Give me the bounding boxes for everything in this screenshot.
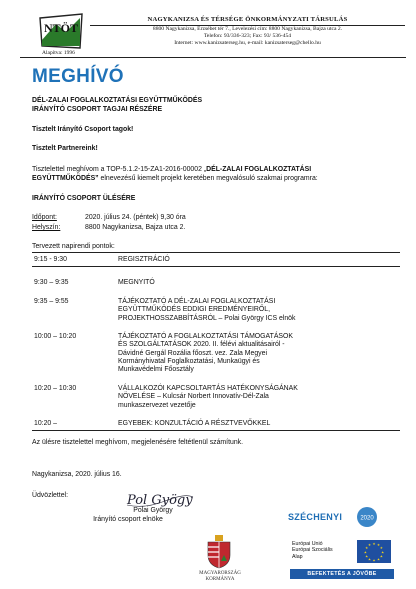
founded-text: Alapítva: 1996	[42, 50, 75, 56]
meeting-title: IRÁNYÍTÓ CSOPORT ÜLÉSÉRE	[32, 195, 136, 202]
government-line: KORMÁNYA	[205, 577, 235, 582]
subtitle-1: DÉL-ZALAI FOGLALKOZTATÁSI EGYÜTTMŰKÖDÉS	[32, 97, 203, 104]
greeting-2: Tisztelt Partnereink!	[32, 145, 98, 152]
agenda-line: NÖVELÉSE – Kulcsár Norbert Innovatív-Dél-Zala	[118, 393, 269, 401]
agenda-time: 10:20 – 10:30	[34, 385, 77, 392]
svg-text:★: ★	[365, 554, 369, 559]
regards-text: Üdvözlettel:	[32, 492, 69, 499]
agenda-rule-top	[32, 252, 400, 253]
organization-logo	[36, 10, 86, 52]
svg-text:2020: 2020	[360, 515, 374, 522]
svg-text:★: ★	[372, 558, 376, 563]
agenda-time: 9:35 – 9:55	[34, 298, 69, 305]
agenda-line: TÁJÉKOZTATÓ A DÉL-ZALAI FOGLALKOZTATÁSI	[118, 298, 276, 305]
agenda-rule	[32, 266, 400, 267]
date-label: Időpont:	[32, 214, 57, 221]
svg-text:★: ★	[367, 543, 372, 548]
svg-text:NTÖT: NTÖT	[43, 21, 79, 35]
page-title: MEGHÍVÓ	[32, 66, 124, 87]
agenda-item-text	[118, 298, 378, 323]
agenda-line: Munkavédelmi Főosztály	[118, 366, 194, 374]
agenda-item-text	[118, 333, 378, 374]
org-phone: Telefon: 93/336-323; Fax: 93/ 536-454	[203, 33, 292, 39]
signer-name: Polai György	[133, 507, 173, 514]
invite-line-2	[32, 175, 402, 183]
svg-text:★: ★	[367, 557, 372, 562]
svg-text:★: ★	[379, 554, 383, 559]
agenda-time: 9:15 - 9:30	[34, 256, 67, 263]
agenda-line: Kormányhivatal Foglalkoztatási, Munkaügyi és	[118, 357, 260, 365]
org-internet: Internet: www.kanizsaterseg.hu, e-mail: kanizsaterseg@chello.hu	[174, 40, 321, 46]
svg-text:★: ★	[376, 557, 381, 562]
org-address: 8800 Nagykanizsa, Erzsébet tér 7., Levelezési cím: 8800 Nagykanizsa, Bajza utca 2.	[152, 26, 343, 32]
place-value: 8800 Nagykanizsa, Bajza utca 2.	[85, 224, 186, 231]
agenda-line: munkaszervezet vezetője	[118, 401, 196, 409]
agenda-item-text: MEGNYITÓ	[118, 279, 155, 286]
szechenyi-2020-icon	[356, 506, 378, 528]
header-divider	[20, 57, 406, 58]
greeting-1: Tisztelt Irányító Csoport tagok!	[32, 126, 134, 133]
invite-text-2b: elnevezésű kiemelt projekt keretében megvalósuló szakmai programra:	[98, 175, 318, 182]
svg-text:★: ★	[381, 550, 385, 555]
agenda-item-text: EGYEBEK: KONZULTÁCIÓ A RÉSZTVEVŐKKEL	[118, 420, 271, 427]
agenda-time: 10:00 – 10:20	[34, 333, 77, 340]
org-name: NAGYKANIZSA ÉS TÉRSÉGE ÖNKORMÁNYZATI TÁRSULÁS	[147, 16, 348, 23]
agenda-item-text	[118, 385, 378, 410]
eu-line: Európai Unió	[292, 541, 323, 547]
agenda-line: VÁLLALKOZÓI KAPCSOLTARTÁS HATÉKONYSÁGÁNAK	[118, 385, 298, 392]
svg-text:Pol Gyögy: Pol Gyögy	[127, 493, 193, 508]
invite-text-1a: Tisztelettel meghívom a TOP-5.1.2-15-ZA1-2016-00002 „	[32, 166, 207, 173]
invite-line-1	[32, 166, 402, 174]
szechenyi-logo-text: SZÉCHENYI	[288, 512, 343, 522]
agenda-line: ÉS SZOLGÁLTATÁSOK 2020. II. félévi aktualitásairól -	[118, 341, 285, 349]
agenda-line: TÁJÉKOZTATÓ A FOGLALKOZTATÁSI TÁMOGATÁSOK	[118, 333, 293, 340]
place-label: Helyszín:	[32, 224, 61, 231]
subtitle-2: IRÁNYÍTÓ CSOPORT TAGJAI RÉSZÉRE	[32, 106, 163, 113]
invite-text-1b: DÉL-ZALAI FOGLALKOZTATÁSI	[206, 166, 312, 173]
befektetes-banner: BEFEKTETÉS A JÖVŐBE	[290, 569, 394, 579]
svg-text:★: ★	[363, 550, 367, 555]
hungary-crest-icon	[205, 535, 233, 569]
eu-flag-icon	[357, 540, 391, 563]
closing-text: Az ülésre tisztelettel meghívom, megjelenésére feltétlenül számítunk.	[32, 439, 244, 446]
agenda-line: Dávidné Gergál Rozália főoszt. vez. Zala Megyei	[118, 349, 267, 357]
svg-text:★: ★	[372, 542, 376, 546]
date-value: 2020. július 24. (péntek) 9,30 óra	[85, 214, 186, 221]
svg-text:★: ★	[379, 546, 383, 551]
agenda-heading: Tervezett napirendi pontok:	[32, 243, 115, 250]
invite-text-2a: EGYÜTTMŰKÖDÉS”	[32, 175, 99, 182]
agenda-line: EGYÜTTMŰKÖDÉS EDDIGI EREDMÉNYEIRŐL,	[118, 306, 270, 314]
eu-line: Alap	[292, 553, 303, 560]
signer-title: Irányító csoport elnöke	[93, 516, 163, 523]
eu-line: Európai Szociális	[292, 547, 333, 554]
agenda-rule-bottom	[32, 430, 400, 431]
agenda-time: 10:20 –	[34, 420, 57, 427]
eu-text	[292, 541, 333, 560]
agenda-line: PROJEKTHOSSZABBÍTÁSRÓL – Polai György ICS elnök	[118, 314, 296, 322]
agenda-item-text: REGISZTRÁCIÓ	[118, 256, 170, 263]
place-date: Nagykanizsa, 2020. július 16.	[32, 471, 122, 478]
government-label	[190, 571, 250, 583]
agenda-time: 9:30 – 9:35	[34, 279, 69, 286]
government-line: MAGYARORSZÁG	[199, 571, 241, 576]
svg-text:★: ★	[376, 543, 381, 548]
svg-text:★: ★	[365, 546, 369, 551]
